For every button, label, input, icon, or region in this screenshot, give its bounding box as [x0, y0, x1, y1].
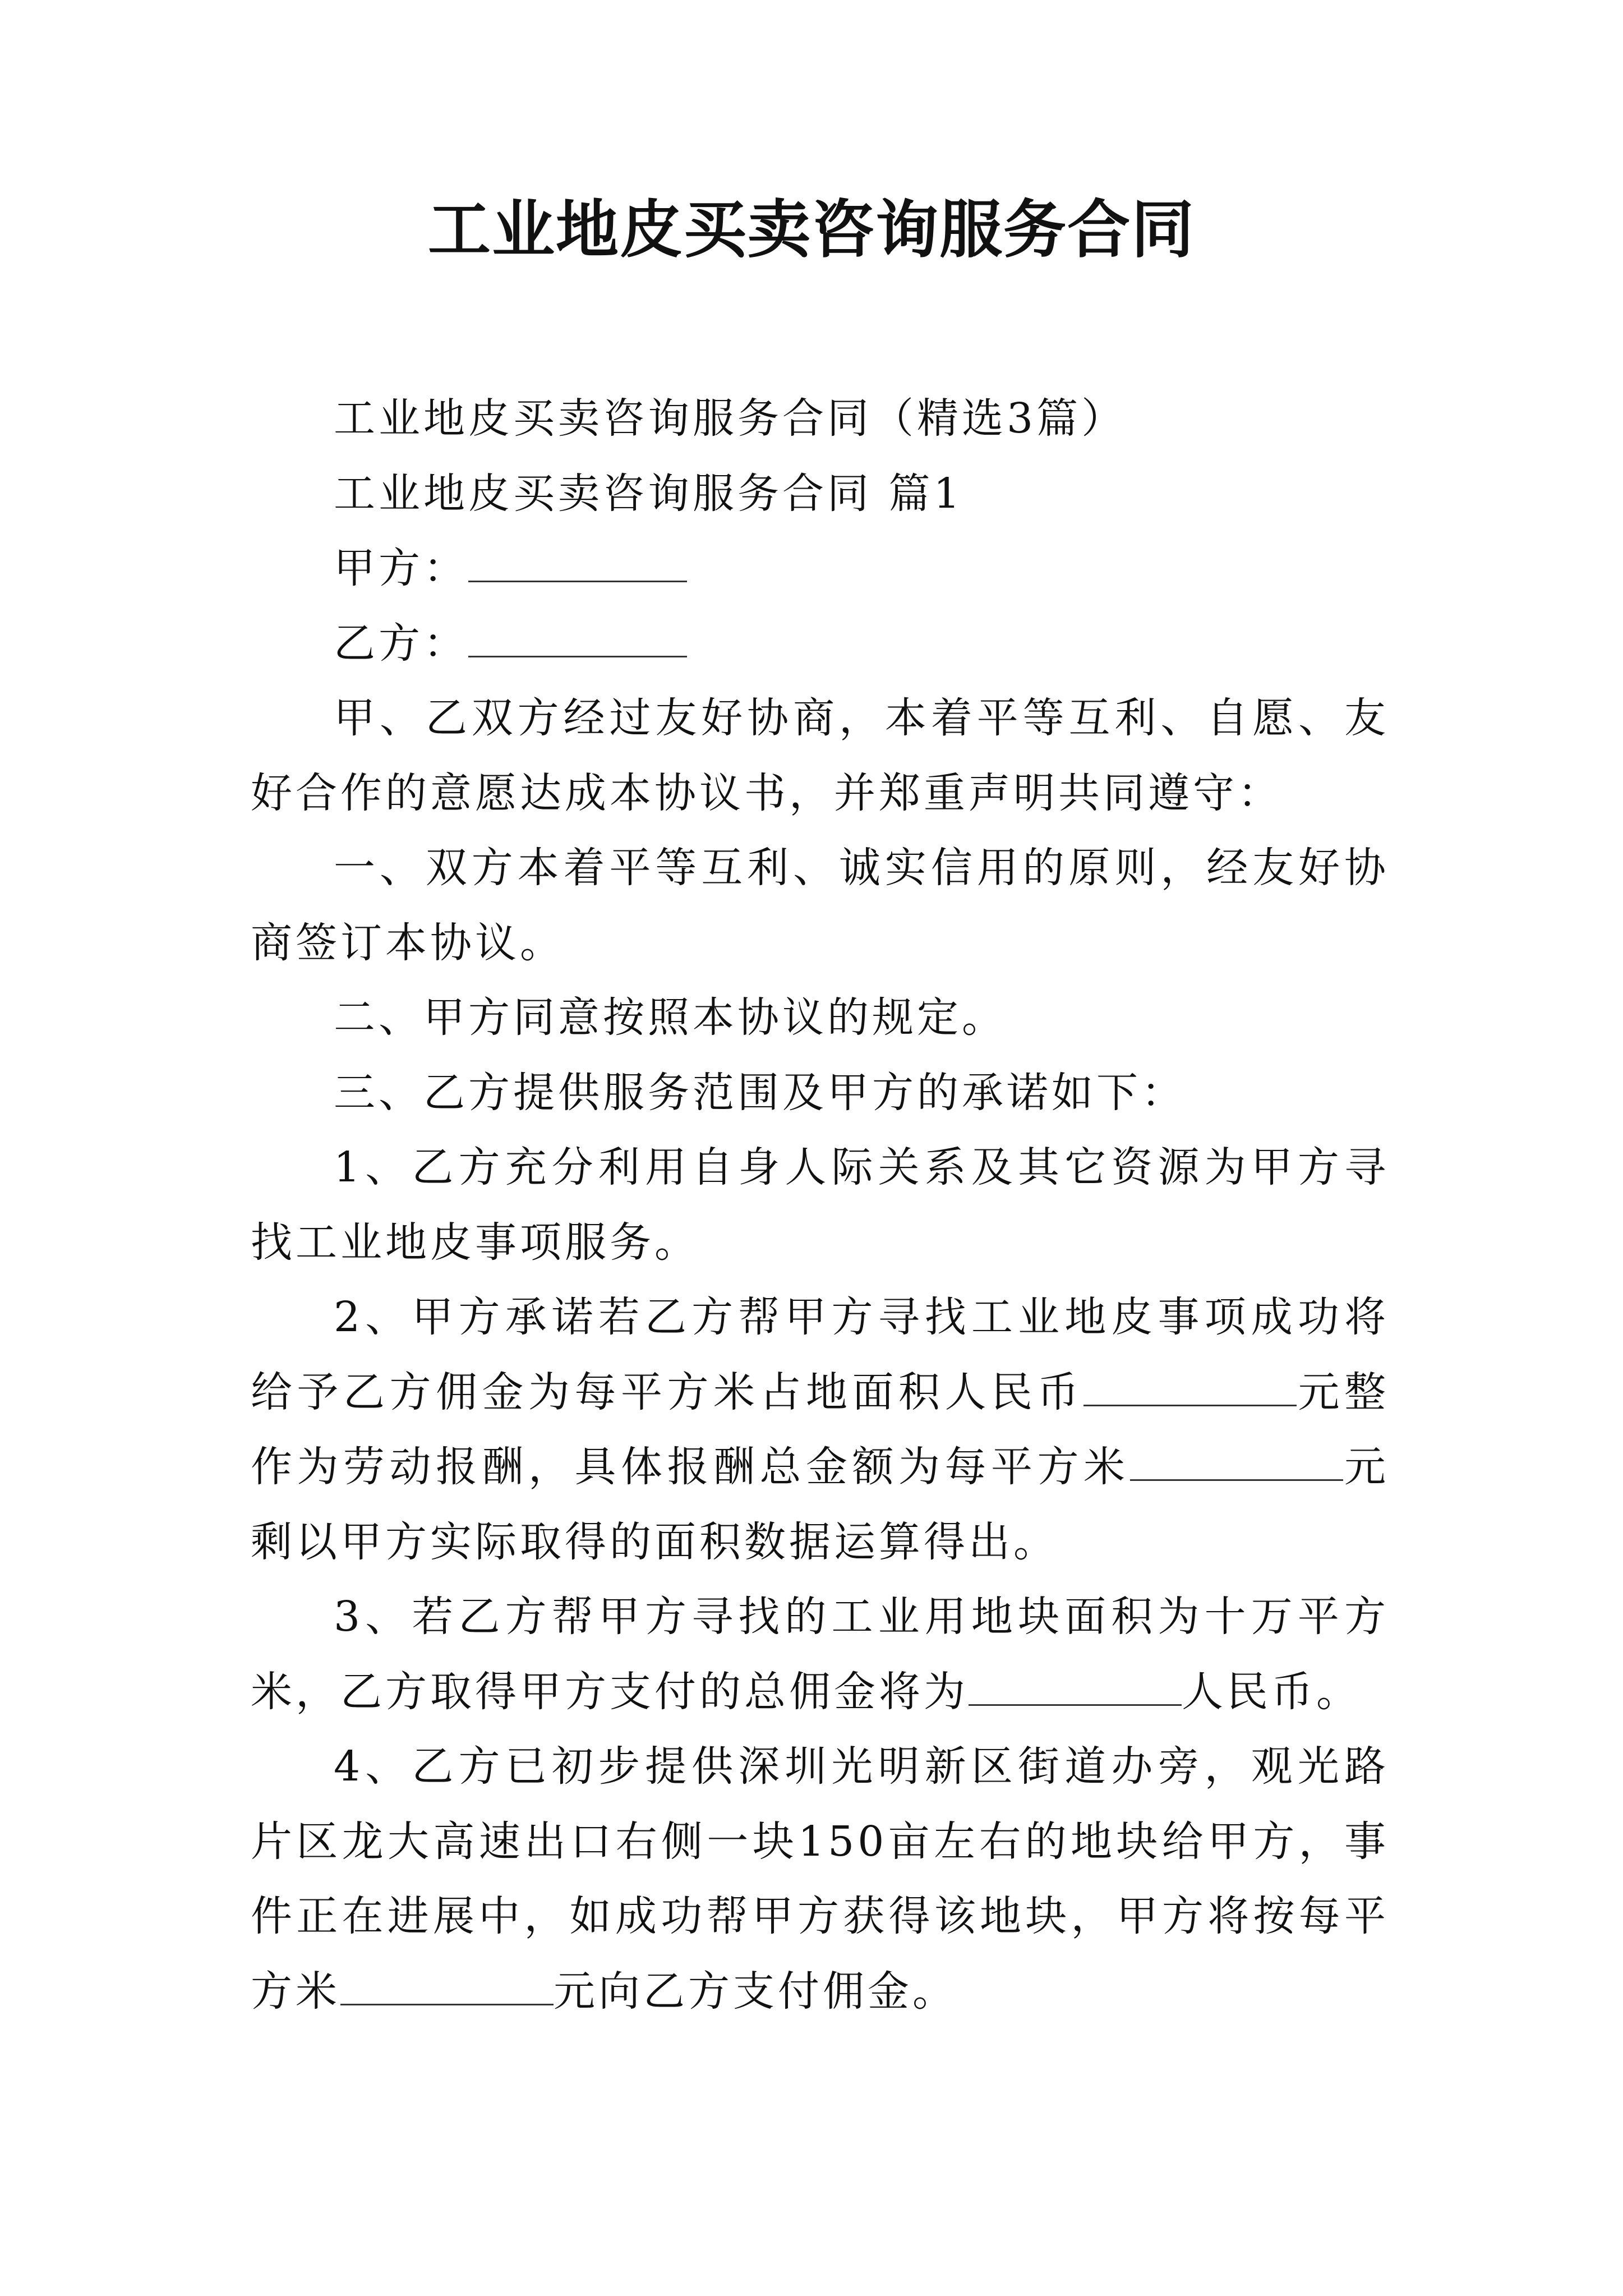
paragraph-subtitle: 工业地皮买卖咨询服务合同（精选3篇）	[334, 394, 1127, 443]
item-3-text-b: 人民币。	[1182, 1667, 1361, 1716]
party-a-blank	[468, 541, 687, 582]
total-rate-blank	[1130, 1440, 1343, 1481]
item-2-text-c: 元剩以甲方实际取得的面积数据运算得出。	[251, 1443, 1389, 1566]
per-sqm-commission-blank	[340, 1964, 554, 2005]
item-2-text-a: 2、甲方承诺若乙方帮甲方寻找工业地皮事项成功将给予乙方佣金为每平方米占地面积人民币	[251, 1293, 1389, 1416]
total-commission-blank	[969, 1665, 1182, 1706]
document-title: 工业地皮买卖咨询服务合同	[428, 193, 1195, 266]
item-2-text-b: 元整作为劳动报酬，具体报酬总金额为每平方米	[251, 1368, 1389, 1491]
commission-rate-blank	[1083, 1365, 1297, 1406]
item-3-text-a: 3、若乙方帮甲方寻找的工业用地块面积为十万平方米，乙方取得甲方支付的总佣金将为	[251, 1593, 1389, 1716]
party-a-label: 甲方：	[334, 544, 468, 592]
party-b-line	[251, 606, 1389, 682]
paragraph-section-heading: 工业地皮买卖咨询服务合同 篇1	[334, 469, 963, 518]
paragraph-clause-3: 三、乙方提供服务范围及甲方的承诺如下：	[334, 1068, 1186, 1117]
party-b-blank	[468, 616, 687, 657]
paragraph-intro: 甲、乙双方经过友好协商，本着平等互利、自愿、友好合作的意愿达成本协议书，并郑重声明共同遵守：	[251, 694, 1389, 817]
party-b-label: 乙方：	[334, 619, 468, 668]
paragraph-clause-1: 一、双方本着平等互利、诚实信用的原则，经友好协商签订本协议。	[251, 844, 1389, 967]
paragraph-clause-2: 二、甲方同意按照本协议的规定。	[334, 993, 1007, 1042]
item-4-text-a: 4、乙方已初步提供深圳光明新区街道办旁，观光路片区龙大高速出口右侧一块150亩左右的地块给甲方，事件正在进展中，如成功帮甲方获得该地块，甲方将按每平方米	[251, 1742, 1389, 2016]
paragraph-item-1: 1、乙方充分利用自身人际关系及其它资源为甲方寻找工业地皮事项服务。	[251, 1143, 1389, 1267]
paragraph-item-3	[251, 1580, 1389, 1729]
paragraph-item-2	[251, 1280, 1389, 1580]
item-4-text-b: 元向乙方支付佣金。	[554, 1967, 957, 2016]
paragraph-item-4	[251, 1729, 1389, 2029]
party-a-line	[251, 531, 1389, 606]
document-body	[251, 381, 1389, 2029]
